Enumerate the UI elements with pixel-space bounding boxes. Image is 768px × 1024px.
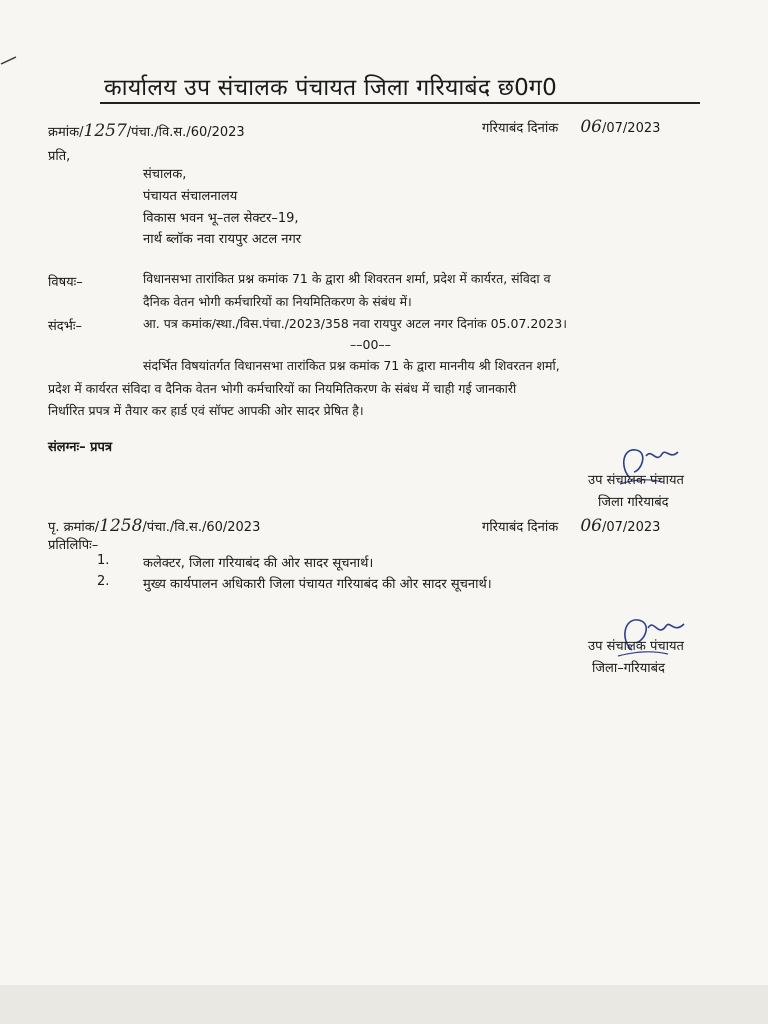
copy-label: प्रतिलिपिः– xyxy=(48,538,99,553)
body-line-2: प्रदेश में कार्यरत संविदा व दैनिक वेतन भोगी कर्मचारियों का नियमितिकरण के संबंध में चाही गई जानकारी xyxy=(48,381,517,396)
to-label: प्रति, xyxy=(48,149,71,164)
ref1-date-line: गरियाबंद दिनांक 06/07/2023 xyxy=(482,117,661,137)
title-underline xyxy=(100,102,700,104)
to-line-2: पंचायत संचालनालय xyxy=(143,189,238,204)
to-line-3: विकास भवन भू–तल सेक्टर–19, xyxy=(143,211,299,226)
subject-line-2: दैनिक वेतन भोगी कर्मचारियों का नियमितिकरण के संबंध में। xyxy=(143,294,412,309)
body-line-3: निर्धारित प्रपत्र में तैयार कर हार्ड एवं सॉफ्ट आपकी ओर सादर प्रेषित है। xyxy=(48,403,364,418)
reference-label: संदर्भः– xyxy=(48,319,82,334)
ref2-handwritten-day: 06 xyxy=(580,516,602,536)
copy-item-1-num: 1. xyxy=(97,553,110,568)
ref1-handwritten-number: 1257 xyxy=(83,121,127,141)
signature-2-district: जिला–गरियाबंद xyxy=(592,661,665,676)
scan-mark xyxy=(0,55,18,65)
scan-bottom-edge xyxy=(0,985,768,1024)
copy-item-2-num: 2. xyxy=(97,574,110,589)
signature-1-district: जिला गरियाबंद xyxy=(598,495,669,510)
office-title: कार्यालय उप संचालक पंचायत जिला गरियाबंद छ0ग0 xyxy=(104,75,557,101)
body-line-1: संदर्भित विषयांतर्गत विधानसभा तारांकित प्रश्न कमांक 71 के द्वारा माननीय श्री शिवरतन शर्मा, xyxy=(143,358,560,373)
ref2-date-line: गरियाबंद दिनांक 06/07/2023 xyxy=(482,516,661,536)
subject-line-1: विधानसभा तारांकित प्रश्न कमांक 71 के द्वारा श्री शिवरतन शर्मा, प्रदेश में कार्यरत, संविदा व xyxy=(143,271,551,286)
copy-item-1-text: कलेक्टर, जिला गरियाबंद की ओर सादर सूचनार्थ। xyxy=(143,556,374,571)
reference-text: आ. पत्र कमांक/स्था./विस.पंचा./2023/358 नवा रायपुर अटल नगर दिनांक 05.07.2023। xyxy=(143,316,567,331)
ref2-number-line: पृ. क्रमांक/1258/पंचा./वि.स./60/2023 xyxy=(48,516,261,536)
subject-label: विषयः– xyxy=(48,275,83,290)
signature-1-designation: उप संचालक पंचायत xyxy=(588,473,684,488)
copy-item-2-text: मुख्य कार्यपालन अधिकारी जिला पंचायत गरियाबंद की ओर सादर सूचनार्थ। xyxy=(143,577,492,592)
signature-2-designation: उप संचालक पंचायत xyxy=(588,639,684,654)
to-line-1: संचालक, xyxy=(143,167,187,182)
ref1-number-line: क्रमांक/1257/पंचा./वि.स./60/2023 xyxy=(48,121,245,141)
to-line-4: नार्थ ब्लॉक नवा रायपुर अटल नगर xyxy=(143,232,302,247)
separator: ––00–– xyxy=(350,337,391,352)
ref1-handwritten-day: 06 xyxy=(580,117,602,137)
ref2-handwritten-number: 1258 xyxy=(99,516,143,536)
enclosure: संलग्नः– प्रपत्र xyxy=(48,440,113,455)
